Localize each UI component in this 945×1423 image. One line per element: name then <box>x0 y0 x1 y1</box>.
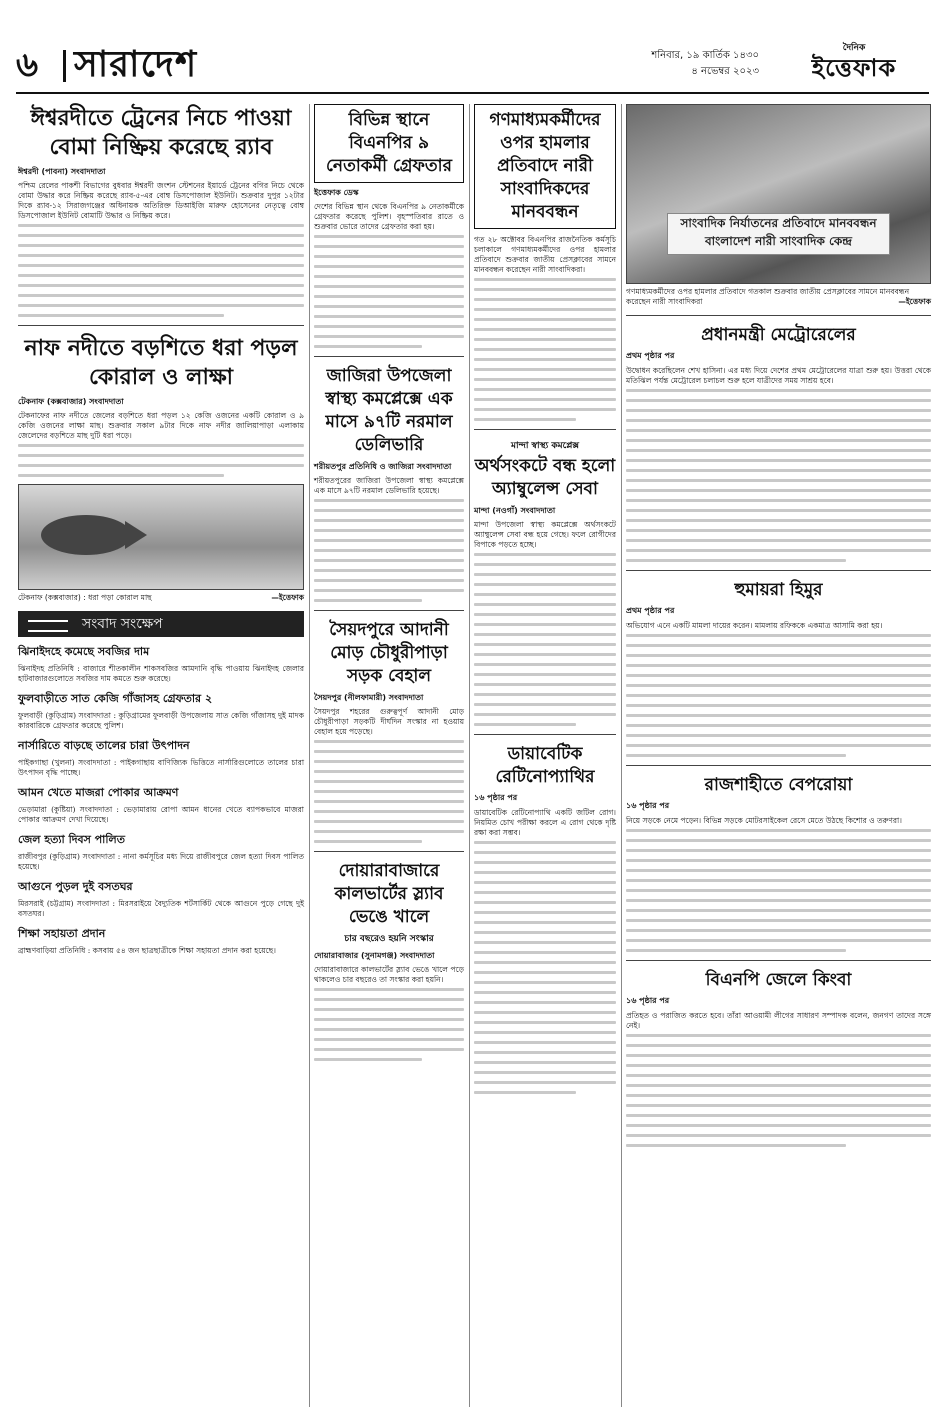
article-lead: পশ্চিম রেলের পাকশী বিভাগের বুধবার ঈশ্বরদী জংশন স্টেশনের ইয়ার্ডে ট্রেনের বগির নিচে থেকে বোমা উদ্ধার করে নিষ্ক্রিয় করেছে র‌্যাব-৫-এর বোম্ব ডিসপোজাল ইউনিট। শুক্রবার দুপুর ১২টার দিকে র‌্যাব-১২ সিরাজগঞ্জের অধিনায়ক অতিরিক্ত ডিআইজি মারুফ হোসেনের নেতৃত্বে বোম্ব ডিসপোজাল ইউনিট বোমাটি উদ্ধার ও নিষ্ক্রিয় করে। <box>18 181 304 220</box>
column-divider <box>469 104 470 1407</box>
headline[interactable]: নাফ নদীতে বড়শিতে ধরা পড়ল কোরাল ও লাক্ষা <box>24 336 298 390</box>
headline[interactable]: বিএনপি জেলে কিংবা <box>705 970 852 990</box>
protest-banner <box>667 213 890 255</box>
brief-lead: রাজীবপুর (কুড়িগ্রাম) সংবাদদাতা : নানা কর্মসূচির মধ্য দিয়ে রাজীবপুরে জেল হত্যা দিবস পালিত হয়েছে। <box>18 852 304 871</box>
masthead <box>16 40 929 94</box>
byline: ঈশ্বরদী (পাবনা) সংবাদদাতা <box>18 167 106 176</box>
brief-lead: ব্রাহ্মণবাড়িয়া প্রতিনিধি : কসবায় ৫৪ জন ছাত্রছাত্রীকে শিক্ষা সহায়তা প্রদান করা হয়েছে। <box>18 946 276 955</box>
divider <box>18 325 304 326</box>
article-lead: শরীয়তপুরের জাজিরা উপজেলা স্বাস্থ্য কমপ্লেক্সে এক মাসে ৯৭টি নরমাল ডেলিভারি হয়েছে। <box>314 476 464 495</box>
headline[interactable]: সৈয়দপুরে আদানী মোড় চৌধুরীপাড়া সড়ক বেহাল <box>329 620 449 686</box>
story-tag: মান্দা স্বাস্থ্য কমপ্লেক্স <box>510 441 580 451</box>
article-metrorail[interactable] <box>626 324 931 562</box>
date-english: ৪ নভেম্বর ২০২৩ <box>691 66 759 77</box>
article-lead: ডায়াবেটিক রেটিনোপ্যাথি একটি জটিল রোগ। নিয়মিত চোখ পরীক্ষা করলে এ রোগ থেকে দৃষ্টি রক্ষা করা সম্ভব। <box>474 808 616 837</box>
continued-from: ১৬ পৃষ্ঠার পর <box>474 793 518 802</box>
divider <box>314 610 464 611</box>
article-lead: দেশের বিভিন্ন স্থান থেকে বিএনপির ৯ নেতাকর্মীকে গ্রেফতার করেছে পুলিশ। বৃহস্পতিবার রাতে ও শুক্রবার ভোরে তাদের গ্রেফতার করা হয়। <box>314 202 464 231</box>
article-body-lines <box>18 224 304 317</box>
column-2 <box>314 104 464 1068</box>
article-rajshahi-reckless[interactable] <box>626 774 931 952</box>
page-number: ৬ <box>16 45 39 85</box>
article-body-lines <box>18 444 304 477</box>
article-body-lines <box>474 841 616 1094</box>
subhead: চার বছরেও হয়নি সংস্কার <box>344 934 434 944</box>
headline[interactable]: জাজিরা উপজেলা স্বাস্থ্য কমপ্লেক্সে এক মাসে ৯৭টি নরমাল ডেলিভারি <box>325 366 453 455</box>
article-doarabazar-culvert[interactable] <box>314 860 464 1061</box>
brief-lead: ঝিনাইদহ প্রতিনিধি : বাজারে শীতকালীন শাকসবজির আমদানি বৃদ্ধি পাওয়ায় ঝিনাইদহ জেলার হাটবাজারগুলোতে সবজির দাম কমতে শুরু করেছে। <box>18 664 304 683</box>
brief-title[interactable]: নার্সারিতে বাড়ছে তালের চারা উৎপাদন <box>18 739 190 752</box>
column-1 <box>18 104 304 956</box>
divider <box>626 315 931 316</box>
photo-caption <box>626 287 931 307</box>
divider <box>626 960 931 961</box>
headline[interactable]: ডায়াবেটিক রেটিনোপ্যাথির <box>495 744 595 787</box>
byline: দোয়ারাবাজার (সুনামগঞ্জ) সংবাদদাতা <box>314 951 435 960</box>
brief-lead: পাইকগাছা (খুলনা) সংবাদদাতা : পাইকগাছায় বাণিজ্যিক ভিত্তিতে নার্সারিগুলোতে তালের চারা উৎপাদন বৃদ্ধি পাচ্ছে। <box>18 758 304 777</box>
protest-photo <box>626 104 931 284</box>
headline[interactable]: দোয়ারাবাজারে কালভার্টের স্ল্যাব ভেঙে খালে <box>334 861 444 927</box>
article-saidpur-road[interactable] <box>314 619 464 843</box>
photo-caption <box>18 593 304 603</box>
photo-credit: —ইত্তেফাক <box>898 297 931 306</box>
article-body-lines <box>314 499 464 602</box>
brief-item[interactable] <box>18 737 304 778</box>
divider <box>474 429 616 430</box>
divider <box>314 851 464 852</box>
headline[interactable]: গণমাধ্যমকর্মীদের ওপর হামলার প্রতিবাদে নারী সাংবাদিকদের মানববন্ধন <box>489 110 601 222</box>
continued-from: প্রথম পৃষ্ঠার পর <box>626 351 675 360</box>
article-ishwardi-bomb[interactable] <box>18 104 304 317</box>
headline[interactable]: অর্থসংকটে বন্ধ হলো অ্যাম্বুলেন্স সেবা <box>474 456 616 499</box>
article-ambulance-service[interactable] <box>474 438 616 726</box>
logo-name: ইত্তেফাক <box>811 54 897 82</box>
logo-small-text: দৈনিক <box>842 43 866 53</box>
brief-item[interactable] <box>18 784 304 825</box>
banner-line-1: সাংবাদিক নির্যাতনের প্রতিবাদে মানববন্ধন <box>680 216 877 230</box>
briefs-band: সংবাদ সংক্ষেপ <box>18 611 304 637</box>
column-divider <box>309 104 310 1407</box>
brief-title[interactable]: জেল হত্যা দিবস পালিত <box>18 833 125 846</box>
byline: ইত্তেফাক ডেস্ক <box>314 188 359 197</box>
date-bangla: শনিবার, ১৯ কার্তিক ১৪৩০ <box>651 50 759 61</box>
article-body-lines <box>474 278 616 421</box>
brief-lead: মিরসরাই (চট্টগ্রাম) সংবাদদাতা : মিরসরাইয়ে বৈদ্যুতিক শর্টসার্কিট থেকে আগুনে পুড়ে গেছে দুই বসতঘর। <box>18 899 304 918</box>
brief-title[interactable]: শিক্ষা সহায়তা প্রদান <box>18 927 106 940</box>
article-lead: প্রতিহত ও পরাজিত করতে হবে। তাঁরা আওয়ামী লীগের সাধারণ সম্পাদক বলেন, জনগণ তাদের সঙ্গে নেই। <box>626 1011 931 1030</box>
article-body-lines <box>626 829 931 952</box>
article-lead: উদ্বোধন করেছিলেন শেখ হাসিনা। এর মধ্য দিয়ে দেশের প্রথম মেট্রোরেলের যাত্রা শুরু হয়। উত্তরা থেকে মতিঝিল পর্যন্ত মেট্রোরেল চলাচল শুরু হলে যাত্রীদের সময় সাশ্রয় হবে। <box>626 366 931 385</box>
byline: টেকনাফ (কক্সবাজার) সংবাদদাতা <box>18 397 124 406</box>
article-lead: দোয়ারাবাজারে কালভার্টের স্ল্যাব ভেঙে খালে পড়ে থাকলেও চার বছরেও তা সংস্কার করা হয়নি। <box>314 965 464 984</box>
continued-from: ১৬ পৃষ্ঠার পর <box>626 996 670 1005</box>
headline[interactable]: প্রধানমন্ত্রী মেট্রোরেলের <box>701 325 856 345</box>
masthead-divider <box>63 50 66 82</box>
article-body-lines <box>626 634 931 757</box>
article-lead: গত ২৮ অক্টোবর বিএনপির রাজনৈতিক কর্মসূচি চলাকালে গণমাধ্যমকর্মীদের ওপর হামলার প্রতিবাদে শুক্রবার জাতীয় প্রেসক্লাবের সামনে মানববন্ধন করেছেন নারী সাংবাদিকরা। <box>474 235 616 274</box>
article-body-lines <box>314 740 464 843</box>
article-lead: টেকনাফের নাফ নদীতে জেলের বড়শিতে ধরা পড়ল ১২ কেজি ওজনের একটি কোরাল ও ৯ কেজি ওজনের লাক্ষা মাছ। শুক্রবার সকাল ৯টার দিকে নাফ নদীর জালিয়াপাড়া এলাকায় জেলেদের বড়শিতে মাছ দুটি ধরা পড়ে। <box>18 411 304 440</box>
article-body-lines <box>626 389 931 562</box>
brief-title[interactable]: ঝিনাইদহে কমেছে সবজির দাম <box>18 645 150 658</box>
fish-photo <box>18 484 304 590</box>
brief-lead: ফুলবাড়ী (কুড়িগ্রাম) সংবাদদাতা : কুড়িগ্রামের ফুলবাড়ী উপজেলায় সাত কেজি গাঁজাসহ দুই মাদক কারবারিকে গ্রেফতার করেছে পুলিশ। <box>18 711 304 730</box>
brief-title[interactable]: ফুলবাড়ীতে সাত কেজি গাঁজাসহ গ্রেফতার ২ <box>18 692 213 705</box>
banner-line-2: বাংলাদেশ নারী সাংবাদিক কেন্দ্র <box>704 234 852 248</box>
article-body-lines <box>626 1034 931 1147</box>
divider <box>626 765 931 766</box>
headline[interactable]: রাজশাহীতে বেপরোয়া <box>704 775 853 795</box>
column-4 <box>626 104 931 1154</box>
fish-body <box>41 515 131 555</box>
headline[interactable]: হুমায়রা হিমুর <box>734 580 823 600</box>
article-body-lines <box>314 235 464 348</box>
caption-text: টেকনাফ (কক্সবাজার) : ধরা পড়া কোরাল মাছ <box>18 593 152 602</box>
article-diabetic-retinopathy[interactable] <box>474 743 616 1094</box>
article-women-journalists[interactable] <box>474 104 616 229</box>
article-jajira-health[interactable] <box>314 365 464 602</box>
caption-text: গণমাধ্যমকর্মীদের ওপর হামলার প্রতিবাদে গতকাল শুক্রবার জাতীয় প্রেসক্লাবের সামনে মানববন্ধন করেছেন নারী সাংবাদিকরা <box>626 287 910 306</box>
brief-title[interactable]: আগুনে পুড়ল দুই বসতঘর <box>18 880 133 893</box>
byline: মান্দা (নওগাঁ) সংবাদদাতা <box>474 506 556 515</box>
article-humaira-himu[interactable] <box>626 579 931 757</box>
divider <box>626 570 931 571</box>
brief-item[interactable] <box>18 643 304 684</box>
column-3 <box>474 104 616 1101</box>
article-lead: সৈয়দপুর শহরের গুরুত্বপূর্ণ আদানী মোড় চৌধুরীপাড়া সড়কটি দীর্ঘদিন সংস্কার না হওয়ায় বেহাল হয়ে পড়েছে। <box>314 707 464 736</box>
photo-credit: —ইত্তেফাক <box>271 593 304 602</box>
fish-tail <box>125 521 147 549</box>
divider <box>474 734 616 735</box>
article-lead: অভিযোগ এনে একটি মামলা দায়ের করেন। মামলায় রফিককে একমাত্র আসামি করা হয়। <box>626 621 883 630</box>
brief-item[interactable] <box>18 878 304 919</box>
article-bnp-jail[interactable] <box>626 969 931 1147</box>
brief-item[interactable] <box>18 925 304 956</box>
briefs-list <box>18 643 304 956</box>
dateline <box>651 48 759 80</box>
byline: সৈয়দপুর (নীলফামারী) সংবাদদাতা <box>314 693 424 702</box>
byline: শরীয়তপুর প্রতিনিধি ও জাজিরা সংবাদদাতা <box>314 462 452 471</box>
headline[interactable]: ঈশ্বরদীতে ট্রেনের নিচে পাওয়া বোমা নিষ্ক্রিয় করেছে র‌্যাব <box>30 106 292 160</box>
article-bnp-arrests[interactable] <box>314 104 464 183</box>
brief-item[interactable] <box>18 831 304 872</box>
column-divider <box>621 104 622 1407</box>
headline[interactable]: বিভিন্ন স্থানে বিএনপির ৯ নেতাকর্মী গ্রেফতার <box>326 110 452 176</box>
article-body-lines <box>474 553 616 726</box>
brief-title[interactable]: আমন খেতে মাজরা পোকার আক্রমণ <box>18 786 179 799</box>
divider <box>314 356 464 357</box>
article-lead: মান্দা উপজেলা স্বাস্থ্য কমপ্লেক্সে অর্থসংকটে অ্যাম্বুলেন্স সেবা বন্ধ হয়ে গেছে। ফলে রোগীদের বিপাকে পড়তে হচ্ছে। <box>474 520 616 549</box>
article-lead: নিয়ে সড়কে নেমে পড়েন। বিভিন্ন সড়কে মোটরসাইকেল রেসে মেতে উঠছে কিশোর ও তরুণরা। <box>626 816 902 825</box>
continued-from: প্রথম পৃষ্ঠার পর <box>626 606 675 615</box>
newspaper-logo <box>779 42 929 86</box>
brief-lead: ভেড়ামারা (কুষ্টিয়া) সংবাদদাতা : ভেড়ামারায় রোপা আমন ধানের খেতে ব্যাপকভাবে মাজরা পোকার আক্রমণ দেখা দিয়েছে। <box>18 805 304 824</box>
article-naf-river-fish[interactable] <box>18 334 304 603</box>
section-title: সারাদেশ <box>74 44 198 85</box>
article-body-lines <box>314 988 464 1061</box>
continued-from: ১৬ পৃষ্ঠার পর <box>626 801 670 810</box>
brief-item[interactable] <box>18 690 304 731</box>
